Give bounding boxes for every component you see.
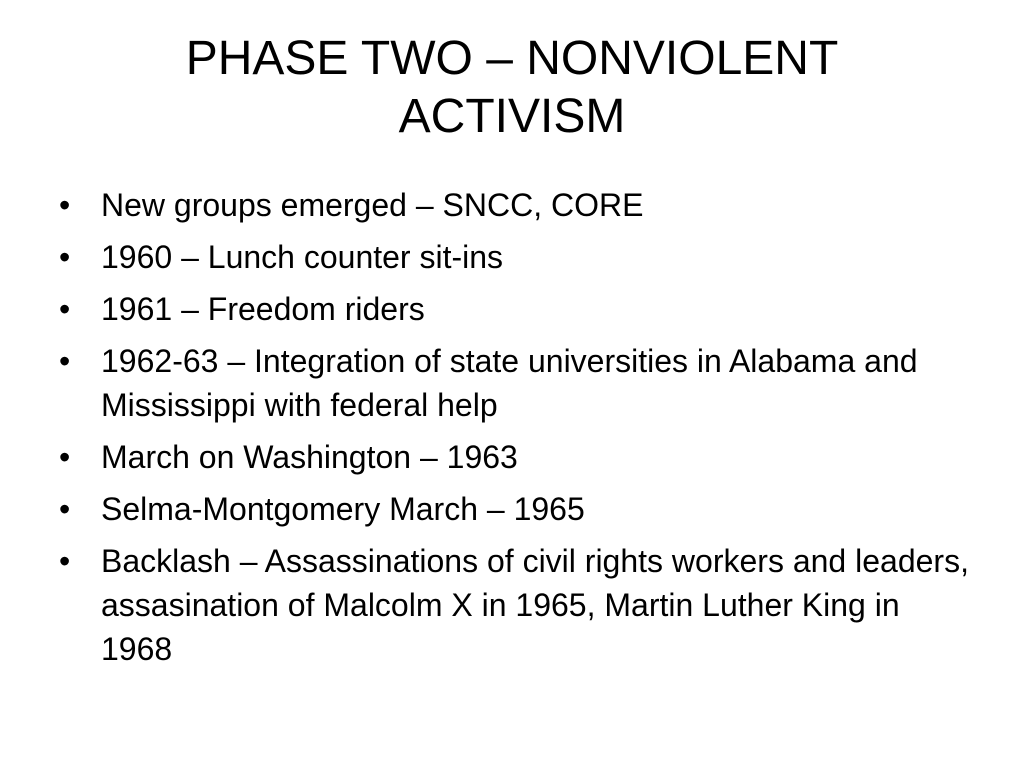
bullet-text: 1962-63 – Integration of state universities in Alabama and Mississippi with federal help [101,343,918,423]
bullet-icon: • [59,439,71,475]
bullet-list [56,183,976,679]
bullet-item-integration [56,339,976,427]
bullet-text: 1960 – Lunch counter sit-ins [101,239,504,275]
title-line-1: PHASE TWO – NONVIOLENT [185,32,839,85]
slide-title [60,30,964,146]
bullet-icon: • [59,239,71,275]
bullet-item-selma-march [56,487,976,531]
bullet-icon: • [59,543,71,579]
bullet-text: Selma-Montgomery March – 1965 [101,491,585,527]
title-line-2: ACTIVISM [398,90,626,143]
bullet-icon: • [59,187,71,223]
bullet-text: March on Washington – 1963 [101,439,518,475]
bullet-item-lunch-counter [56,235,976,279]
bullet-text: Backlash – Assassinations of civil rights workers and leaders, assasination of Malcolm X in 1965, Martin Luther King in 1968 [101,543,969,667]
bullet-item-march-washington [56,435,976,479]
bullet-text: 1961 – Freedom riders [101,291,425,327]
bullet-item-new-groups [56,183,976,227]
bullet-item-backlash [56,539,976,671]
bullet-icon: • [59,291,71,327]
bullet-text: New groups emerged – SNCC, CORE [101,187,644,223]
bullet-icon: • [59,491,71,527]
bullet-item-freedom-riders [56,287,976,331]
bullet-icon: • [59,343,71,379]
